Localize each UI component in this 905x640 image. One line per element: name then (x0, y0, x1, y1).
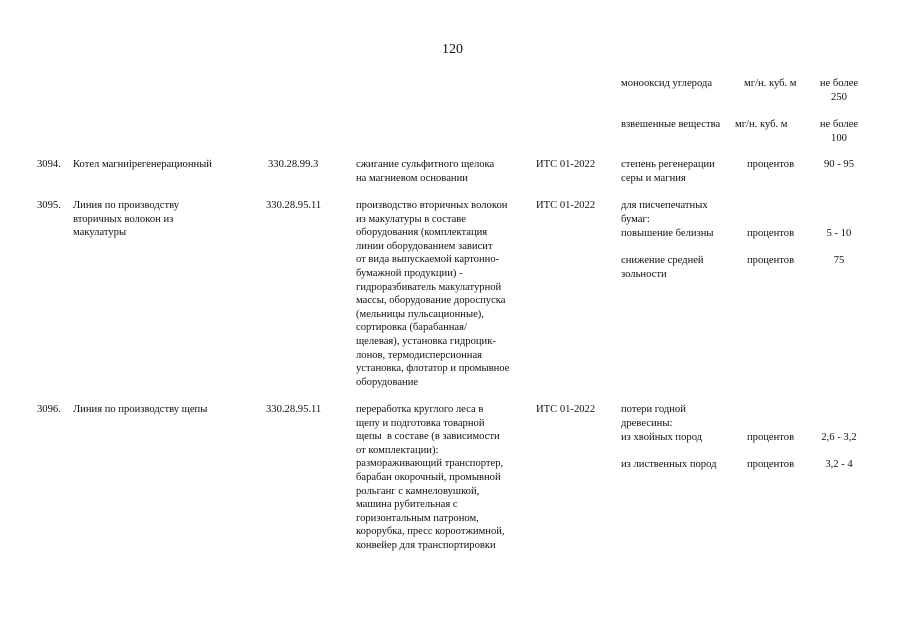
indicator-header: для писчепечатных бумаг: (621, 200, 708, 225)
okpd-code: 330.28.95.11 (266, 200, 322, 211)
row-number: 3094. (37, 159, 61, 170)
indicator-value: 90 - 95 (823, 159, 854, 170)
reference-doc: ИТС 01-2022 (536, 404, 596, 415)
indicator-unit: мг/н. куб. м (735, 119, 788, 130)
okpd-code: 330.28.95.11 (266, 404, 322, 415)
indicator-label: из лиственных пород (621, 459, 717, 470)
indicator-unit: процентов (747, 159, 795, 170)
indicator-value: 2,6 - 3,2 (821, 432, 857, 443)
indicator-value: 75 (833, 255, 845, 266)
reference-doc: ИТС 01-2022 (536, 200, 596, 211)
indicator-label: взвешенные вещества (621, 119, 721, 130)
indicator-header: потери годной древесины: (621, 404, 686, 429)
indicator-value: 5 - 10 (826, 228, 852, 239)
description: переработка круглого леса в щепу и подготовка товарной щепы в составе (в зависимости от комплектации): размораживающий транспортер, барабан окорочный, промывной рольганг с камнеловушкой, машина рубительная с горизонтальным патроном, корорубка, пресс короотжимной, конвейер для транспортировки (356, 404, 505, 551)
indicator-label: степень регенерации серы и магния (621, 159, 715, 184)
indicator-label: из хвойных пород (621, 432, 703, 443)
indicator-unit: процентов (747, 459, 795, 470)
row-number: 3095. (37, 200, 61, 211)
description: производство вторичных волокон из макулатуры в составе оборудования (комплектация линии оборудованием зависит от вида выпускаемой картонно- бумажной продукции) - гидроразбиватель макулатурной массы, оборудование дороспуска (мельницы пульсационные), сортировка (барабанная/ щелевая), установка гидроцик- лонов, термодисперсионная установка, флотатор и промывное оборудование (356, 200, 510, 388)
page-number: 120 (442, 42, 463, 57)
indicator-label: монооксид углерода (621, 78, 713, 89)
indicator-value: не более 100 (819, 119, 859, 144)
equipment-name: Линия по производству щепы (73, 404, 208, 415)
indicator-label: снижение средней зольности (621, 255, 704, 280)
okpd-code: 330.28.99.3 (268, 159, 319, 170)
reference-doc: ИТС 01-2022 (536, 159, 596, 170)
indicator-unit: мг/н. куб. м (744, 78, 797, 89)
indicator-value: не более 250 (819, 78, 859, 103)
indicator-label: повышение белизны (621, 228, 714, 239)
description: сжигание сульфитного щелока на магниевом основании (356, 159, 495, 184)
indicator-unit: процентов (747, 228, 795, 239)
indicator-value: 3,2 - 4 (825, 459, 853, 470)
row-number: 3096. (37, 404, 61, 415)
equipment-name: Линия по производству вторичных волокон из макулатуры (73, 200, 180, 239)
indicator-unit: процентов (747, 432, 795, 443)
indicator-unit: процентов (747, 255, 795, 266)
equipment-name: Котел магниiрегенерационный (73, 159, 212, 170)
